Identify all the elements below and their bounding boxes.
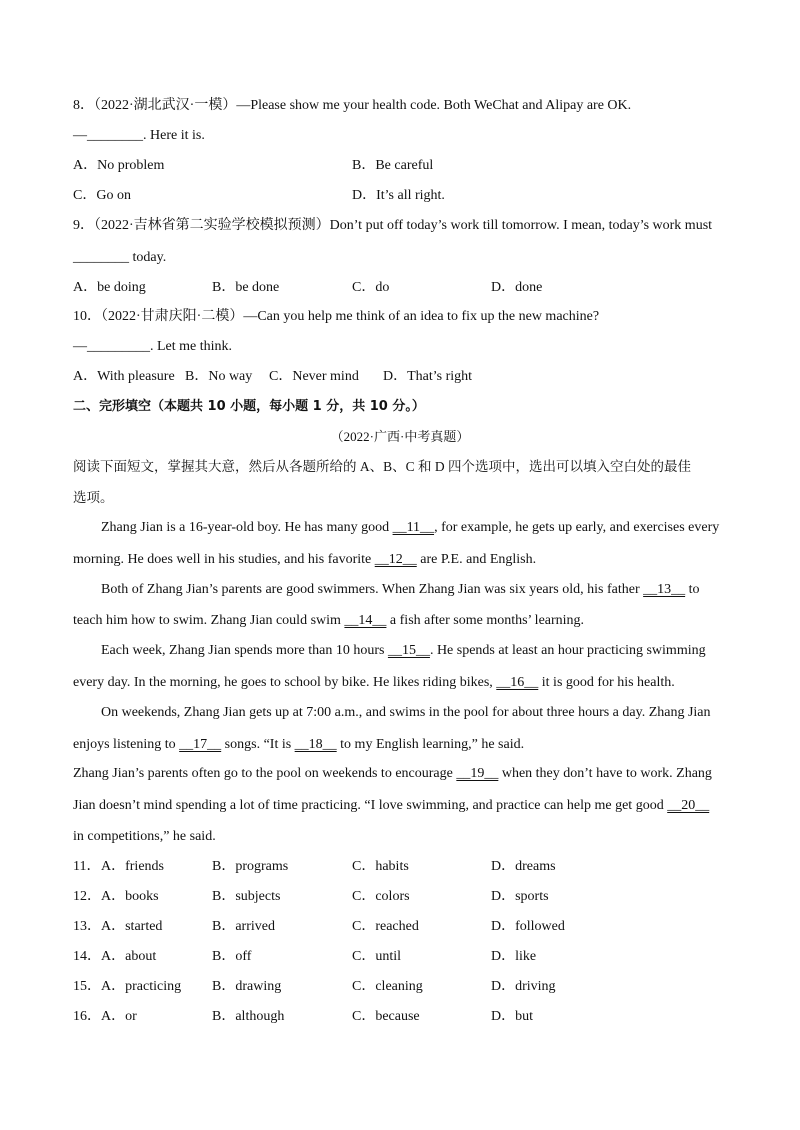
q9-option-d: D．done	[491, 280, 543, 295]
q13-number: 13．	[73, 919, 101, 934]
passage-line: Jian doesn’t mind spending a lot of time practicing. “I love swimming, and practice can help me get good __20__	[73, 798, 710, 813]
q14-option-c: C．until	[352, 949, 402, 964]
passage-line: in competitions,” he said.	[73, 829, 216, 844]
blank-20: __20__	[667, 798, 710, 813]
passage-line: every day. In the morning, he goes to school by bike. He likes riding bikes, __16__ it is good for his health.	[73, 675, 675, 690]
q16-option-a: A．or	[101, 1009, 137, 1024]
blank-11: __11__	[392, 520, 435, 535]
q14-option-b: B．off	[212, 949, 252, 964]
q15-option-c: C．cleaning	[352, 979, 423, 994]
q15-option-d: D．driving	[491, 979, 556, 994]
q8-option-b: B．Be careful	[352, 158, 434, 173]
instructions-line-2: 选项。	[73, 490, 114, 505]
q8-option-d: D．It’s all right.	[352, 188, 445, 203]
q12-option-a: A．books	[101, 889, 159, 904]
q9-option-b: B．be done	[212, 280, 280, 295]
q11-option-d: D．dreams	[491, 859, 556, 874]
q8-option-c: C．Go on	[73, 188, 131, 203]
q10-option-b: B．No way	[185, 369, 253, 384]
q8-stem: 8．（2022·湖北武汉·一模）—Please show me your health code. Both WeChat and Alipay are OK.	[73, 98, 632, 113]
q13-option-a: A．started	[101, 919, 163, 934]
blank-17: __17__	[179, 737, 222, 752]
section-heading: 二、完形填空（本题共 10 小题，每小题 1 分，共 10 分。）	[73, 399, 425, 414]
q15-number: 15．	[73, 979, 101, 994]
q12-option-c: C．colors	[352, 889, 410, 904]
q10-option-c: C．Never mind	[269, 369, 359, 384]
passage-line: teach him how to swim. Zhang Jian could swim __14__ a fish after some months’ learning.	[73, 613, 585, 628]
q11-option-a: A．friends	[101, 859, 164, 874]
q8-option-a: A．No problem	[73, 158, 165, 173]
q10-option-a: A．With pleasure	[73, 369, 175, 384]
q12-number: 12．	[73, 889, 101, 904]
q13-option-c: C．reached	[352, 919, 419, 934]
q10-stem: 10．（2022·甘肃庆阳·二模）—Can you help me think of an idea to fix up the new machine?	[73, 309, 600, 324]
blank-15: __15__	[387, 643, 430, 658]
q12-option-d: D．sports	[491, 889, 549, 904]
q16-number: 16．	[73, 1009, 101, 1024]
q14-number: 14．	[73, 949, 101, 964]
blank-14: __14__	[344, 613, 387, 628]
q11-number: 11．	[73, 859, 101, 874]
q12-option-b: B．subjects	[212, 889, 281, 904]
q9-option-c: C．do	[352, 280, 390, 295]
q13-option-b: B．arrived	[212, 919, 275, 934]
q9-answer-line: ________ today.	[73, 250, 167, 265]
q14-option-a: A．about	[101, 949, 157, 964]
blank-13: __13__	[643, 582, 686, 597]
q8-answer-line: —________. Here it is.	[73, 128, 205, 143]
q13-option-d: D．followed	[491, 919, 565, 934]
q9-option-a: A．be doing	[73, 280, 146, 295]
passage-line: Zhang Jian is a 16-year-old boy. He has many good __11__, for example, he gets up early, and exercises every	[101, 520, 720, 535]
q16-option-d: D．but	[491, 1009, 533, 1024]
q16-option-b: B．although	[212, 1009, 285, 1024]
blank-12: __12__	[374, 552, 417, 567]
q9-stem: 9．（2022·吉林省第二实验学校模拟预测）Don’t put off today’s work till tomorrow. I mean, today’s work must	[73, 218, 713, 233]
passage-line: morning. He does well in his studies, and his favorite __12__ are P.E. and English.	[73, 552, 537, 567]
blank-19: __19__	[456, 766, 499, 781]
passage-source: （2022·广西·中考真题）	[330, 429, 470, 444]
q14-option-d: D．like	[491, 949, 537, 964]
instructions-line-1: 阅读下面短文，掌握其大意，然后从各题所给的 A、B、C 和 D 四个选项中，选出可以填入空白处的最佳	[73, 459, 692, 474]
passage-line: On weekends, Zhang Jian gets up at 7:00 a.m., and swims in the pool for about three hours a day. Zhang Jian	[101, 705, 711, 720]
q11-option-b: B．programs	[212, 859, 289, 874]
q15-option-a: A．practicing	[101, 979, 182, 994]
q11-option-c: C．habits	[352, 859, 409, 874]
blank-18: __18__	[294, 737, 337, 752]
q10-answer-line: —_________. Let me think.	[73, 339, 233, 354]
passage-line: Zhang Jian’s parents often go to the pool on weekends to encourage __19__ when they don’t have to work. Zhang	[73, 766, 712, 781]
q16-option-c: C．because	[352, 1009, 420, 1024]
blank-16: __16__	[496, 675, 539, 690]
q15-option-b: B．drawing	[212, 979, 282, 994]
q10-option-d: D．That’s right	[383, 369, 473, 384]
passage-line: enjoys listening to __17__ songs. “It is __18__ to my English learning,” he said.	[73, 737, 525, 752]
passage-line: Each week, Zhang Jian spends more than 10 hours __15__. He spends at least an hour practicing swimming	[101, 643, 706, 658]
passage-line: Both of Zhang Jian’s parents are good swimmers. When Zhang Jian was six years old, his father __13__ to	[101, 582, 700, 597]
